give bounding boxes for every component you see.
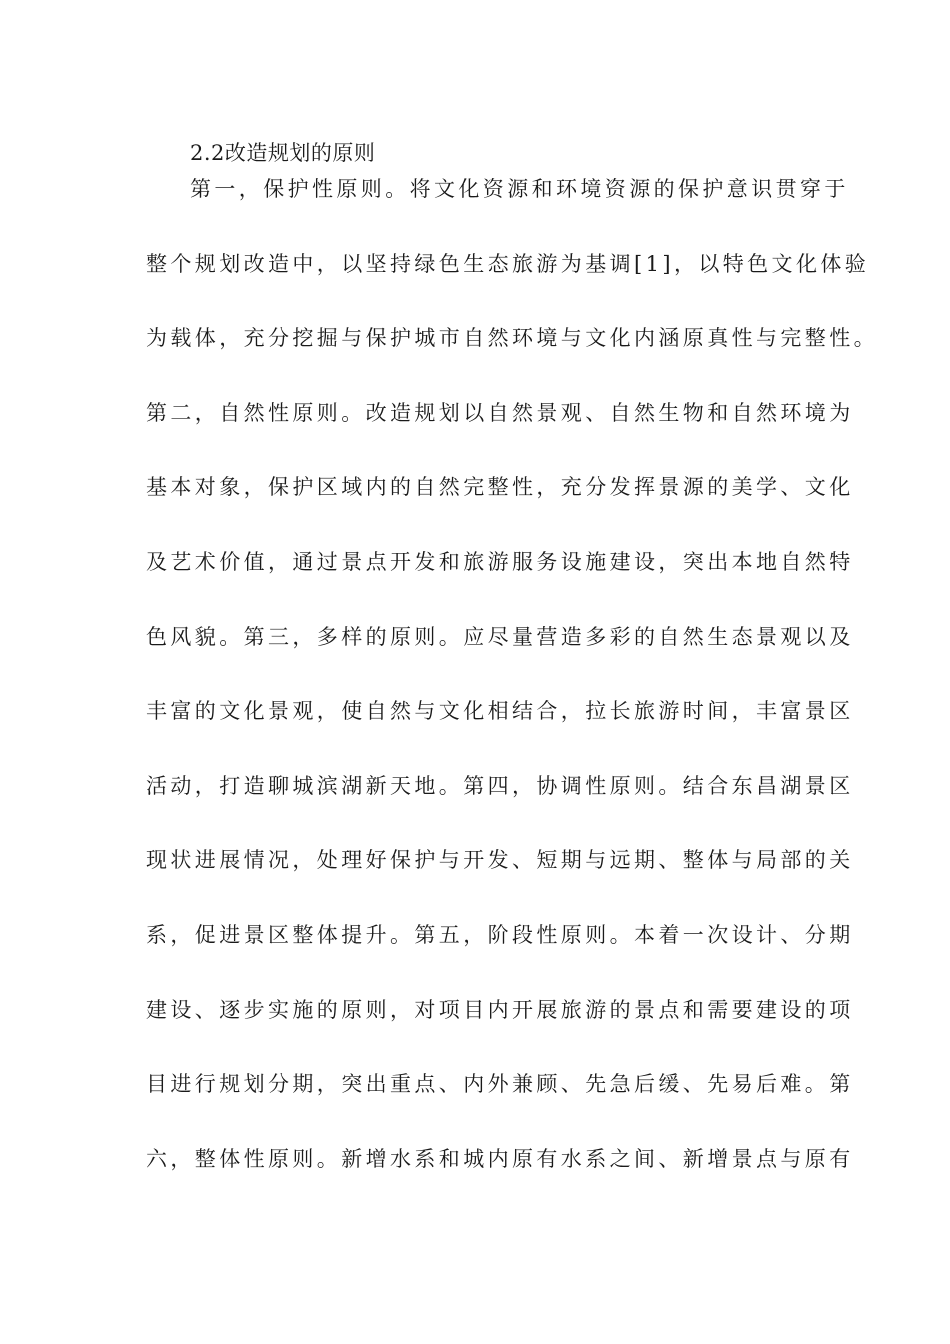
paragraph-line-14: 六，整体性原则。新增水系和城内原有水系之间、新增景点与原有	[146, 1147, 854, 1171]
paragraph-line-5: 基本对象，保护区域内的自然完整性，充分发挥景源的美学、文化	[146, 475, 854, 499]
paragraph-line-2: 整个规划改造中，以坚持绿色生态旅游为基调[1]，以特色文化体验	[146, 252, 870, 276]
paragraph-line-13: 目进行规划分期，突出重点、内外兼顾、先急后缓、先易后难。第	[146, 1072, 854, 1096]
paragraph-line-11: 系，促进景区整体提升。第五，阶段性原则。本着一次设计、分期	[146, 923, 854, 947]
paragraph-line-6: 及艺术价值，通过景点开发和旅游服务设施建设，突出本地自然特	[146, 550, 854, 574]
paragraph-line-12: 建设、逐步实施的原则，对项目内开展旅游的景点和需要建设的项	[146, 998, 854, 1022]
paragraph-line-3: 为载体，充分挖掘与保护城市自然环境与文化内涵原真性与完整性。	[146, 326, 878, 350]
paragraph-line-10: 现状进展情况，处理好保护与开发、短期与远期、整体与局部的关	[146, 848, 854, 872]
paragraph-line-1: 第一，保护性原则。将文化资源和环境资源的保护意识贯穿于	[190, 177, 849, 201]
paragraph-line-8: 丰富的文化景观，使自然与文化相结合，拉长旅游时间，丰富景区	[146, 699, 854, 723]
paragraph-line-7: 色风貌。第三，多样的原则。应尽量营造多彩的自然生态景观以及	[146, 625, 854, 649]
paragraph-line-4: 第二，自然性原则。改造规划以自然景观、自然生物和自然环境为	[146, 401, 854, 425]
section-heading: 2.2改造规划的原则	[190, 141, 376, 165]
paragraph-line-9: 活动，打造聊城滨湖新天地。第四，协调性原则。结合东昌湖景区	[146, 774, 854, 798]
